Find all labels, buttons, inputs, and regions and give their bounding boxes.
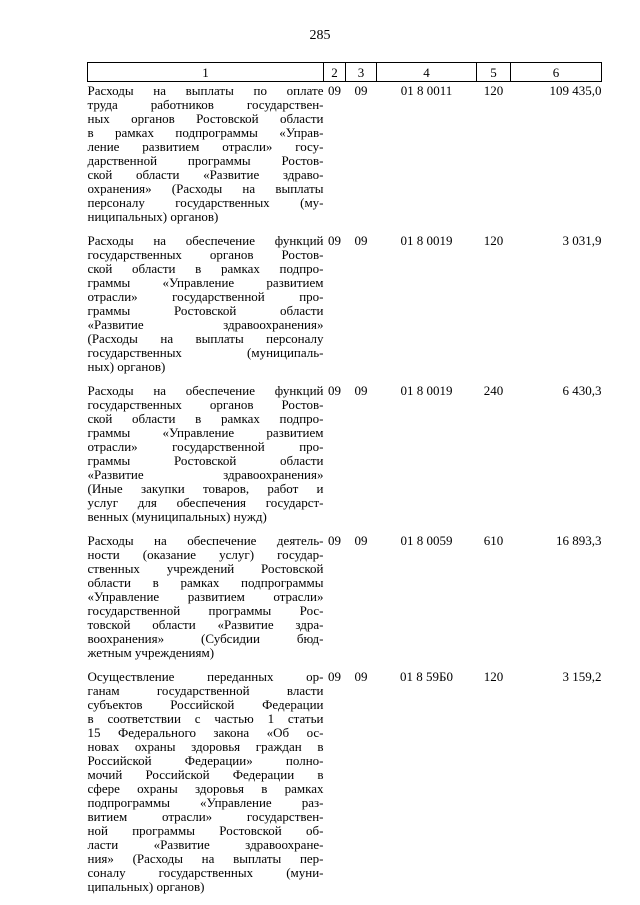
row-target-code: 01 8 0011: [400, 83, 453, 98]
row-subsection: 09: [354, 669, 368, 684]
description-line: отрасли» государственной про-: [87, 289, 324, 304]
description-line: государственных органов Ростов-: [87, 247, 324, 262]
description-line: в соответствии с частью 1 статьи: [87, 711, 324, 726]
row-amount: 109 435,0: [549, 83, 602, 98]
description-line: жетным учреждениям): [87, 645, 215, 660]
row-section: 09: [328, 383, 341, 398]
description-line: государственной программы Рос-: [87, 603, 324, 618]
table-header: [88, 63, 602, 82]
row-description: [88, 232, 324, 382]
description-line: витием отрасли» государствен-: [87, 809, 324, 824]
description-line: ление развитием отрасли» госу-: [87, 139, 324, 154]
row-amount: 3 159,2: [562, 669, 602, 684]
row-expense-type: 120: [483, 233, 504, 248]
row-target-code: 01 8 0019: [400, 233, 453, 248]
description-line: ных органов Ростовской области: [87, 111, 324, 126]
description-line: граммы «Управление развитием: [87, 275, 324, 290]
description-line: товской области «Развитие здра-: [87, 617, 324, 632]
description-line: ласти «Развитие здравоохране-: [87, 837, 324, 852]
budget-table: [87, 62, 602, 902]
description-line: Расходы на обеспечение функций: [87, 383, 324, 398]
row-expense-type: 120: [483, 83, 504, 98]
description-line: ской области в рамках подпро-: [87, 411, 324, 426]
description-line: ской области «Развитие здраво-: [87, 167, 324, 182]
row-subsection: 09: [354, 233, 368, 248]
row-description: [88, 668, 324, 902]
description-line: сфере охраны здоровья в рамках: [87, 781, 324, 796]
description-line: Расходы на обеспечение деятель-: [87, 533, 324, 548]
row-amount: 6 430,3: [562, 383, 602, 398]
description-line: услуг для обеспечения государст-: [87, 495, 324, 510]
description-line: области в рамках подпрограммы: [87, 575, 324, 590]
description-line: ской области в рамках подпро-: [87, 261, 324, 276]
description-line: ганам государственной власти: [87, 683, 324, 698]
row-section: 09: [328, 533, 341, 548]
row-description: [88, 382, 324, 532]
column-header-1: 1: [88, 63, 324, 82]
description-line: ципальных) органов): [87, 879, 205, 894]
description-line: «Развитие здравоохранения»: [87, 317, 324, 332]
description-line: охранения» (Расходы на выплаты: [87, 181, 324, 196]
description-line: ния» (Расходы на выплаты пер-: [87, 851, 324, 866]
header-row: [88, 63, 602, 82]
table-body: [88, 82, 602, 903]
description-line: ности (оказание услуг) государ-: [87, 547, 324, 562]
description-line: государственных (муниципаль-: [87, 345, 324, 360]
description-line: Расходы на обеспечение функций: [87, 233, 324, 248]
row-subsection: 09: [354, 83, 368, 98]
column-header-2: 2: [324, 63, 346, 82]
row-subsection: 09: [354, 383, 368, 398]
description-line: в рамках подпрограммы «Управ-: [87, 125, 324, 140]
description-line: новах охраны здоровья граждан в: [87, 739, 324, 754]
row-expense-type: 120: [483, 669, 504, 684]
column-header-3: 3: [346, 63, 377, 82]
row-amount: 3 031,9: [562, 233, 602, 248]
row-description: [88, 82, 324, 233]
description-line: труда работников государствен-: [87, 97, 324, 112]
description-line: «Развитие здравоохранения»: [87, 467, 324, 482]
description-line: ниципальных) органов): [87, 209, 219, 224]
description-line: ных) органов): [87, 359, 166, 374]
table-row: [88, 532, 602, 668]
description-line: граммы Ростовской области: [87, 303, 324, 318]
description-line: дарственной программы Ростов-: [87, 153, 324, 168]
table-row: [88, 82, 602, 233]
column-header-6: 6: [511, 63, 602, 82]
description-line: ной программы Ростовской об-: [87, 823, 324, 838]
table-row: [88, 232, 602, 382]
description-line: субъектов Российской Федерации: [87, 697, 324, 712]
row-section: 09: [328, 233, 341, 248]
row-target-code: 01 8 59Б0: [400, 669, 453, 684]
description-line: воохранения» (Субсидии бюд-: [87, 631, 324, 646]
row-target-code: 01 8 0019: [400, 383, 453, 398]
description-line: Расходы на выплаты по оплате: [87, 83, 324, 98]
row-expense-type: 240: [483, 383, 504, 398]
description-line: (Расходы на выплаты персоналу: [87, 331, 324, 346]
description-line: подпрограммы «Управление раз-: [87, 795, 324, 810]
description-line: граммы «Управление развитием: [87, 425, 324, 440]
row-description: [88, 532, 324, 668]
description-line: «Управление развитием отрасли»: [87, 589, 324, 604]
description-line: Российской Федерации» полно-: [87, 753, 324, 768]
description-line: отрасли» государственной про-: [87, 439, 324, 454]
description-line: мочий Российской Федерации в: [87, 767, 324, 782]
row-amount: 16 893,3: [556, 533, 602, 548]
description-line: персоналу государственных (му-: [87, 195, 324, 210]
description-line: государственных органов Ростов-: [87, 397, 324, 412]
row-subsection: 09: [354, 533, 368, 548]
row-section: 09: [328, 83, 341, 98]
description-line: 15 Федерального закона «Об ос-: [87, 725, 324, 740]
row-target-code: 01 8 0059: [400, 533, 453, 548]
table-row: [88, 382, 602, 532]
column-header-4: 4: [377, 63, 477, 82]
column-header-5: 5: [477, 63, 511, 82]
table-row: [88, 668, 602, 902]
page-number: 285: [309, 28, 331, 43]
description-line: венных (муниципальных) нужд): [87, 509, 267, 524]
description-line: ственных учреждений Ростовской: [87, 561, 324, 576]
description-line: соналу государственных (муни-: [87, 865, 324, 880]
description-line: Осуществление переданных ор-: [87, 669, 324, 684]
description-line: граммы Ростовской области: [87, 453, 324, 468]
row-section: 09: [328, 669, 341, 684]
description-line: (Иные закупки товаров, работ и: [87, 481, 324, 496]
row-expense-type: 610: [483, 533, 504, 548]
